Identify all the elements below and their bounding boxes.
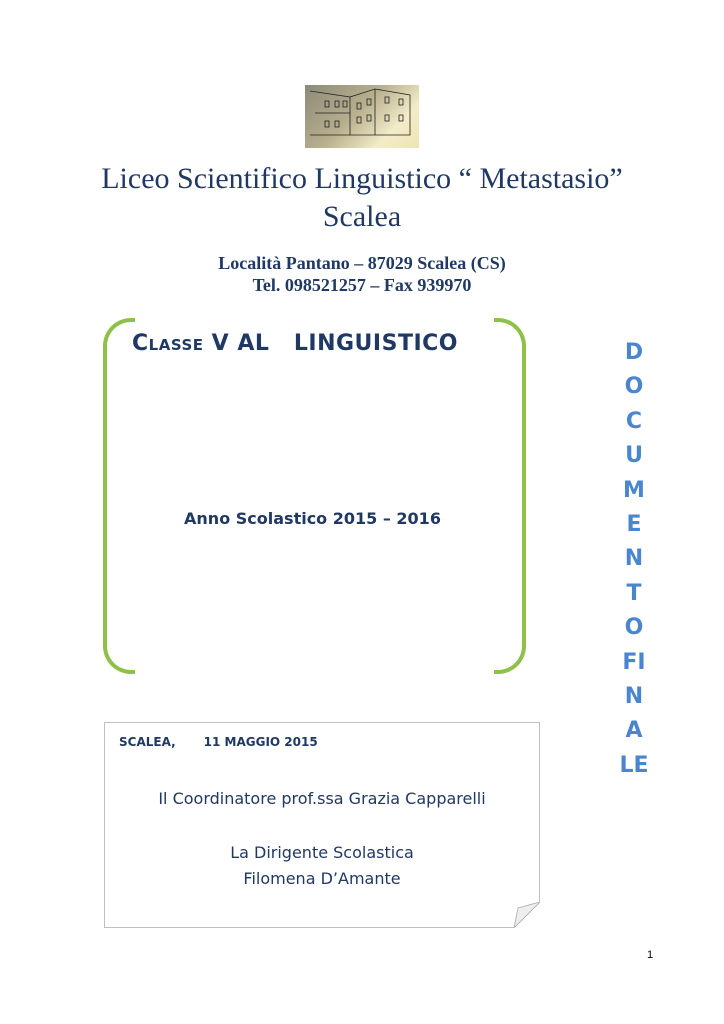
- vertical-letter: E: [626, 511, 642, 537]
- class-prefix: Classe V AL: [132, 331, 270, 356]
- school-name: Liceo Scientifico Linguistico “ Metastasio”: [101, 162, 623, 195]
- school-city: Scalea: [322, 200, 402, 233]
- vertical-letter: U: [625, 443, 643, 469]
- dirigente-title: La Dirigente Scolastica: [230, 843, 414, 862]
- place-date: [119, 735, 318, 749]
- class-heading: [132, 331, 458, 356]
- school-building-logo: [305, 85, 419, 148]
- vertical-letter: M: [623, 477, 645, 503]
- coordinator: Il Coordinatore prof.ssa Grazia Capparelli: [158, 789, 486, 808]
- date: 11 MAGGIO 2015: [203, 735, 318, 749]
- dirigente-name: Filomena D’Amante: [243, 869, 401, 888]
- vertical-letter: T: [626, 580, 642, 606]
- right-bracket: [494, 318, 526, 674]
- vertical-letter: C: [625, 408, 643, 434]
- vertical-letter: N: [624, 546, 644, 572]
- place: SCALEA,: [119, 735, 176, 749]
- vertical-letter: N: [624, 683, 644, 709]
- vertical-letter: A: [625, 718, 643, 744]
- class-suffix: LINGUISTICO: [293, 331, 458, 356]
- left-bracket: [103, 318, 135, 674]
- vertical-letter: D: [624, 340, 644, 365]
- school-address: Località Pantano – 87029 Scalea (CS): [218, 253, 506, 273]
- vertical-letter: O: [624, 374, 644, 400]
- vertical-letter: FI: [622, 649, 646, 675]
- vertical-letter: LE: [619, 752, 649, 778]
- page-curl-icon: [514, 902, 540, 928]
- school-year: Anno Scolastico 2015 – 2016: [184, 509, 441, 528]
- vertical-title: [604, 338, 664, 785]
- signature-box: [104, 722, 540, 928]
- page-number: 1: [647, 949, 654, 961]
- vertical-letter: O: [624, 615, 644, 641]
- school-contacts: Tel. 098521257 – Fax 939970: [252, 275, 472, 295]
